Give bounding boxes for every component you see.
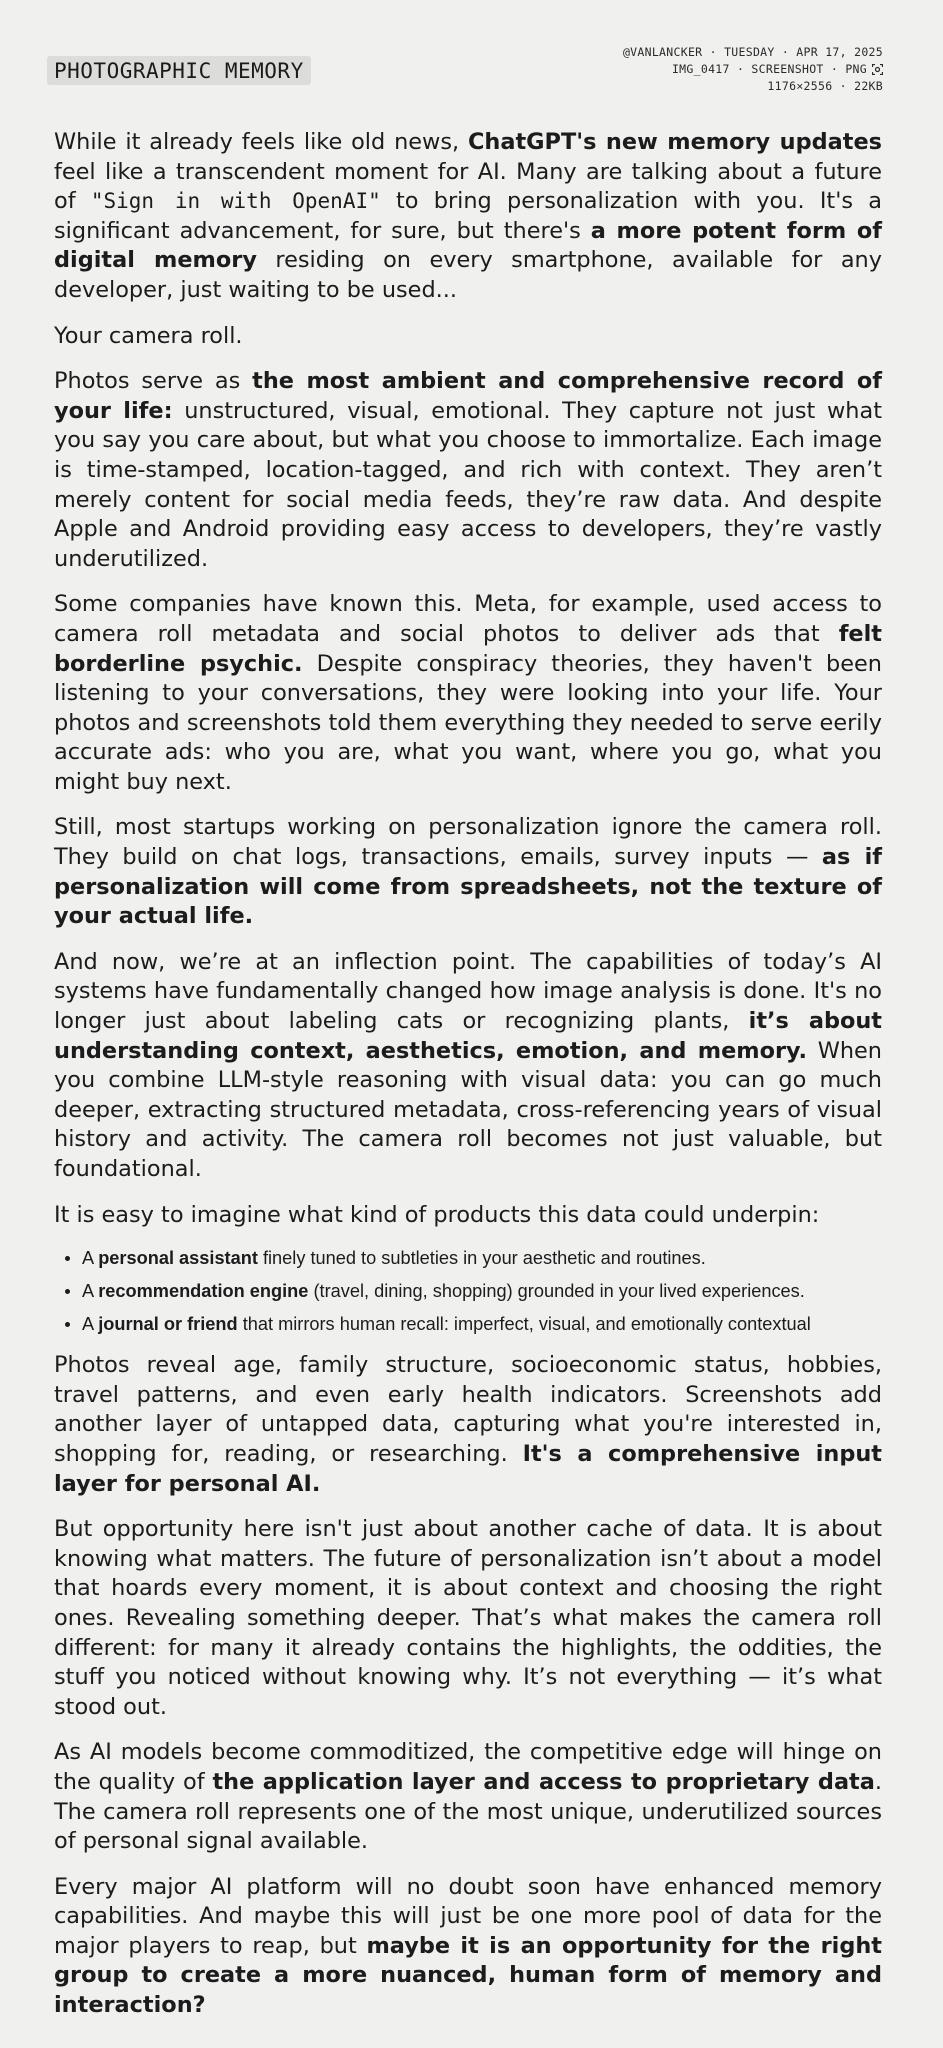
bold-text: ChatGPT's new memory updates bbox=[467, 129, 882, 155]
text: Still, most startups working on personalization ignore the camera roll. They build on chat logs, transactions, emails, survey inputs — bbox=[54, 814, 882, 871]
meta-author-date: @VANLANCKER · TUESDAY · APR 17, 2025 bbox=[622, 45, 883, 59]
text: When you combine LLM-style reasoning with visual data: you can go much deeper, extracting structured metadata, cross-referencing years of visual history and activity. The camera roll becomes not just valuable, but foundational. bbox=[54, 1037, 882, 1182]
bold-text: the application layer and access to proprietary data bbox=[212, 1768, 875, 1795]
bold-text: a more potent form of digital memory bbox=[54, 217, 883, 274]
paragraph-photos bbox=[54, 367, 882, 574]
text: finely tuned to subtleties in your aesthetic and routines. bbox=[257, 1248, 706, 1269]
text: Photos reveal age, family structure, socioeconomic status, hobbies, travel patterns, and even early health indicators. Screenshots add another layer of untapped data, capturing what you're interested in, shopping for, reading, or researching. bbox=[54, 1352, 882, 1467]
bold-text: the most ambient and comprehensive record of your life: bbox=[54, 368, 882, 424]
meta-dimensions: 1176×2556 · 22KB bbox=[767, 79, 883, 93]
page-title: PHOTOGRAPHIC MEMORY bbox=[47, 56, 311, 85]
list-item bbox=[54, 1308, 882, 1341]
paragraph-commoditized bbox=[54, 1738, 882, 1856]
text: And now, we’re at an inflection point. The capabilities of today’s AI systems have fundamentally changed how image analysis is done. It's no longer just about labeling cats or recognizing plants, bbox=[54, 948, 882, 1035]
text: A bbox=[82, 1248, 99, 1269]
code-text: "Sign in with OpenAI" bbox=[90, 189, 381, 214]
list-item bbox=[54, 1242, 882, 1275]
text: to bring personalization with you. It's a significant advancement, for sure, but there's bbox=[54, 188, 882, 244]
bold-text: felt borderline psychic. bbox=[54, 620, 882, 677]
text: Some companies have known this. Meta, for example, used access to camera roll metadata and social photos to deliver ads that bbox=[54, 591, 882, 647]
screenshot-icon bbox=[872, 64, 883, 75]
text: (travel, dining, shopping) grounded in your lived experiences. bbox=[308, 1281, 805, 1302]
product-list bbox=[54, 1242, 882, 1341]
text: unstructured, visual, emotional. They capture not just what you say you care about, but what you choose to immortalize. Each image is time-stamped, location-tagged, and rich with context. They aren’t merely content for social media feeds, they’re raw data. And despite Apple and Android providing easy access to developers, they’re vastly underutilized. bbox=[54, 397, 882, 572]
text: While it already feels like old news, bbox=[54, 129, 468, 155]
paragraph-photos-reveal bbox=[54, 1351, 882, 1499]
text: that mirrors human recall: imperfect, visual, and emotionally contextual bbox=[237, 1314, 811, 1335]
image-metadata bbox=[623, 44, 883, 95]
text: . The camera roll represents one of the most unique, underutilized sources of personal signal available. bbox=[54, 1768, 882, 1855]
paragraph-conclusion bbox=[54, 1873, 882, 2021]
bold-text: maybe it is an opportunity for the right group to create a more nuanced, human form of memory and interaction? bbox=[54, 1932, 882, 2019]
bold-text: it’s about understanding context, aesthetics, emotion, and memory. bbox=[54, 1008, 882, 1064]
paragraph-products: It is easy to imagine what kind of products this data could underpin: bbox=[54, 1201, 820, 1228]
text: Despite conspiracy theories, they haven't been listening to your conversations, they were looking into your life. Your photos and screenshots told them everything they needed to serve eerily accurate ads: who you are, what you want, where you go, what you might buy next. bbox=[54, 650, 882, 795]
meta-file-label: IMG_0417 · SCREENSHOT · PNG bbox=[671, 62, 867, 76]
paragraph-camera-roll: Your camera roll. bbox=[54, 322, 243, 349]
paragraph-opportunity: But opportunity here isn't just about another cache of data. It is about knowing what matters. The future of personalization isn’t about a model that hoards every moment, it is about context and choosing the right ones. Revealing something deeper. That’s what makes the camera roll different: for many it already contains the highlights, the oddities, the stuff you noticed without knowing why. It’s not everything — it’s what stood out. bbox=[54, 1516, 882, 1720]
paragraph-startups bbox=[54, 813, 882, 931]
text: Photos serve as bbox=[54, 368, 253, 395]
text: As AI models become commoditized, the competitive edge will hinge on the quality of bbox=[54, 1739, 882, 1795]
paragraph-meta bbox=[54, 590, 882, 797]
paragraph-inflection bbox=[54, 948, 882, 1185]
list-item bbox=[54, 1275, 882, 1308]
text: A bbox=[82, 1314, 99, 1335]
bold-text: as if personalization will come from spreadsheets, not the texture of your actual life. bbox=[54, 844, 882, 930]
text: feel like a transcendent moment for AI. Many are talking about a future of bbox=[54, 158, 882, 215]
bold-text: journal or friend bbox=[98, 1314, 238, 1335]
meta-file-info bbox=[623, 61, 883, 78]
text: residing on every smartphone, available for any developer, just waiting to be used... bbox=[54, 247, 882, 303]
paragraph-intro bbox=[54, 128, 882, 306]
bold-text: It's a comprehensive input layer for personal AI. bbox=[54, 1440, 882, 1497]
text: Every major AI platform will no doubt soon have enhanced memory capabilities. And maybe this will just be one more pool of data for the major players to reap, but bbox=[54, 1873, 882, 1959]
text: A bbox=[82, 1281, 99, 1302]
article-body bbox=[54, 128, 882, 2037]
header bbox=[0, 44, 943, 104]
bold-text: recommendation engine bbox=[98, 1281, 309, 1302]
bold-text: personal assistant bbox=[98, 1248, 258, 1269]
